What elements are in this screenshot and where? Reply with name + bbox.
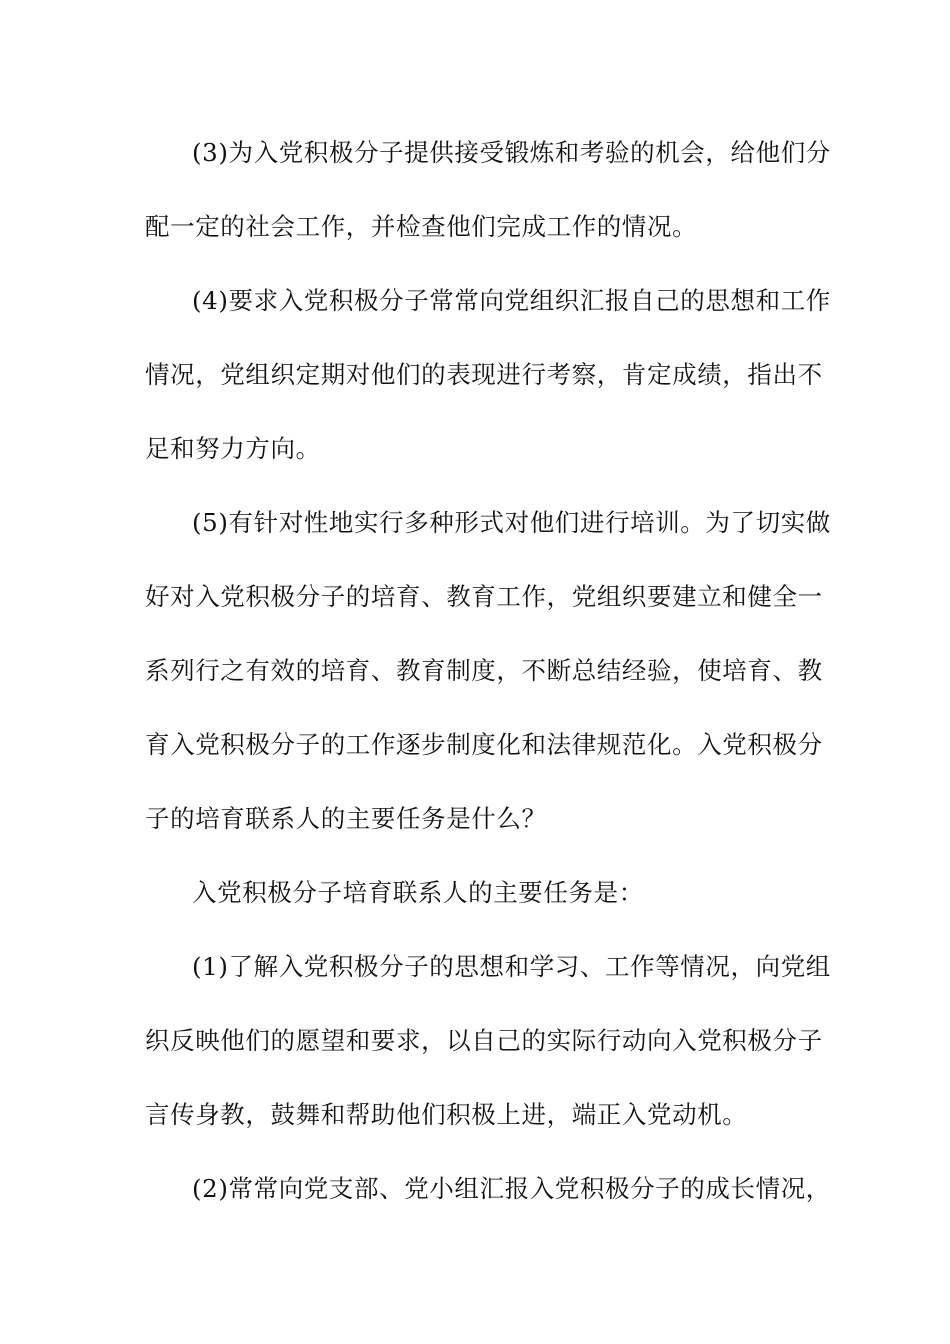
text-line: (4)要求入党积极分子常常向党组织汇报自己的思想和工作 xyxy=(192,286,831,315)
text-line: 好对入党积极分子的培育、教育工作，党组织要建立和健全一 xyxy=(145,582,823,611)
text-line: 足和努力方向。 xyxy=(145,434,321,463)
text-line: 子的培育联系人的主要任务是什么？ xyxy=(145,804,547,833)
text-line: (3)为入党积极分子提供接受锻炼和考验的机会，给他们分 xyxy=(192,138,831,167)
text-line: 系列行之有效的培育、教育制度，不断总结经验，使培育、教 xyxy=(145,656,823,685)
text-line: 言传身教，鼓舞和帮助他们积极上进，端正入党动机。 xyxy=(145,1100,748,1129)
text-line: (1)了解入党积极分子的思想和学习、工作等情况，向党组 xyxy=(192,952,831,981)
text-line: 织反映他们的愿望和要求，以自己的实际行动向入党积极分子 xyxy=(145,1026,823,1055)
text-line: 入党积极分子培育联系人的主要任务是： xyxy=(192,878,644,907)
text-line: 情况，党组织定期对他们的表现进行考察，肯定成绩，指出不 xyxy=(145,360,823,389)
text-line: 育入党积极分子的工作逐步制度化和法律规范化。入党积极分 xyxy=(145,730,823,759)
text-line: (2)常常向党支部、党小组汇报入党积极分子的成长情况， xyxy=(192,1174,831,1203)
text-line: (5)有针对性地实行多种形式对他们进行培训。为了切实做 xyxy=(192,508,831,537)
text-line: 配一定的社会工作，并检查他们完成工作的情况。 xyxy=(145,212,698,241)
